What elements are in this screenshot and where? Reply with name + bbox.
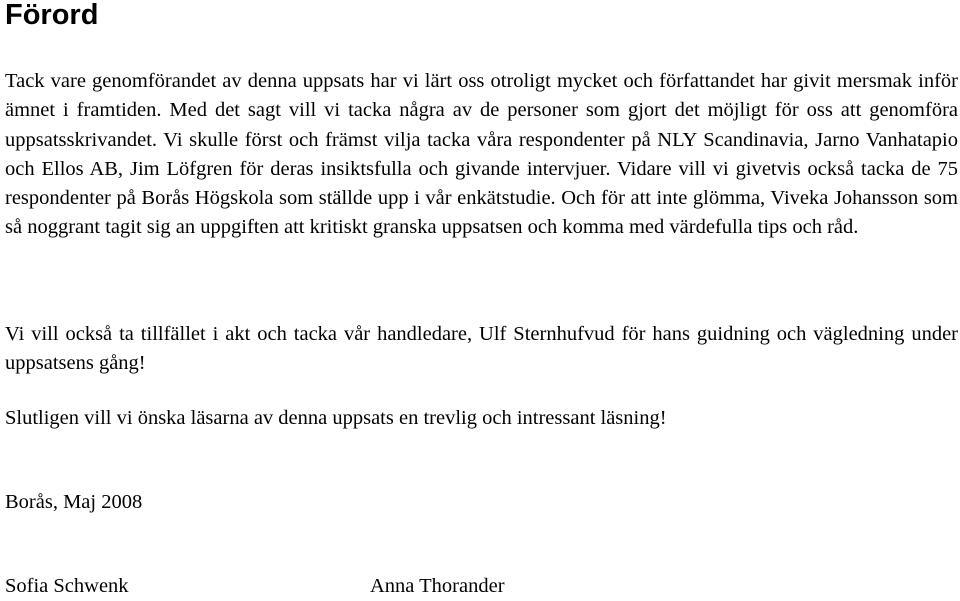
paragraph-closing-wish: Slutligen vill vi önska läsarna av denna uppsats en trevlig och intressant läsning! xyxy=(5,407,667,429)
place-and-date: Borås, Maj 2008 xyxy=(5,491,143,513)
page-title: Förord xyxy=(5,0,99,31)
paragraph-acknowledgements: Tack vare genomförandet av denna uppsats har vi lärt oss otroligt mycket och författandet har givit mersmak inför ämnet i framtiden. Med det sagt vill vi tacka några av de personer som gjort det möjligt för oss att genomföra uppsatsskrivandet. Vi skulle först och främst vilja tacka våra respondenter på NLY Scandinavia, Jarno Vanhatapio och Ellos AB, Jim Löfgren för deras insiktsfulla och givande intervjuer. Vidare vill vi givetvis också tacka de 75 respondenter på Borås Högskola som ställde upp i vår enkätstudie. Och för att inte glömma, Viveka Johansson som så noggrant tagit sig an uppgiften att kritiskt granska uppsatsen och komma med värdefulla tips och råd. xyxy=(5,70,958,239)
document-page xyxy=(5,0,960,597)
signature-name-1: Sofia Schwenk xyxy=(5,575,129,597)
paragraph-supervisor-thanks: Vi vill också ta tillfället i akt och tacka vår handledare, Ulf Sternhufvud för hans guidning och vägledning under uppsatsens gång! xyxy=(5,323,958,375)
signature-name-2: Anna Thorander xyxy=(370,575,505,597)
